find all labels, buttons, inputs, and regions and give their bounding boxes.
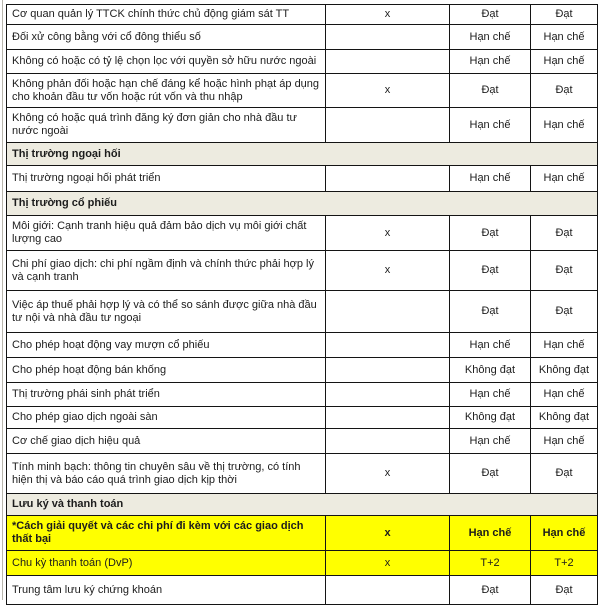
table-row xyxy=(7,576,598,605)
section-label: Thị trường ngoại hối xyxy=(7,143,598,166)
mark-cell xyxy=(326,358,450,383)
table-body xyxy=(7,5,598,605)
assessment-cell-2: Đạt xyxy=(531,5,598,25)
criterion-cell: Đối xử công bằng với cổ đông thiểu số xyxy=(7,25,326,50)
mark-cell: x xyxy=(326,5,450,25)
criterion-cell: Chu kỳ thanh toán (DvP) xyxy=(7,551,326,576)
mark-cell xyxy=(326,166,450,192)
assessment-cell-1: Đạt xyxy=(450,454,531,494)
assessment-cell-2: Đạt xyxy=(531,454,598,494)
mark-cell: x xyxy=(326,251,450,291)
criterion-cell: Chi phí giao dịch: chi phí ngầm định và chính thức phải hợp lý và cạnh tranh xyxy=(7,251,326,291)
assessment-cell-1: Đạt xyxy=(450,216,531,251)
assessment-cell-2: Hạn chế xyxy=(531,25,598,50)
mark-cell xyxy=(326,108,450,143)
assessment-cell-2: Đạt xyxy=(531,291,598,333)
table-row xyxy=(7,454,598,494)
table-row xyxy=(7,5,598,25)
section-row xyxy=(7,143,598,166)
mark-cell xyxy=(326,50,450,74)
assessment-cell-1: Không đạt xyxy=(450,358,531,383)
assessment-cell-2: Hạn chế xyxy=(531,333,598,358)
table-row xyxy=(7,251,598,291)
assessment-cell-2: Hạn chế xyxy=(531,429,598,454)
assessment-cell-1: Đạt xyxy=(450,74,531,108)
table-row xyxy=(7,108,598,143)
table-row xyxy=(7,333,598,358)
criterion-cell: Cho phép giao dịch ngoài sàn xyxy=(7,407,326,429)
criterion-cell: Không có hoặc quá trình đăng ký đơn giản cho nhà đầu tư nước ngoài xyxy=(7,108,326,143)
section-row xyxy=(7,494,598,516)
criterion-cell: Môi giới: Cạnh tranh hiệu quả đảm bảo dịch vụ môi giới chất lượng cao xyxy=(7,216,326,251)
assessment-cell-1: Đạt xyxy=(450,291,531,333)
table-row xyxy=(7,429,598,454)
table-row xyxy=(7,407,598,429)
table-row xyxy=(7,216,598,251)
mark-cell xyxy=(326,333,450,358)
assessment-cell-1: Đạt xyxy=(450,5,531,25)
table-row xyxy=(7,50,598,74)
section-label: Thị trường cổ phiếu xyxy=(7,192,598,216)
mark-cell: x xyxy=(326,551,450,576)
assessment-cell-2: T+2 xyxy=(531,551,598,576)
criterion-cell: Không phản đối hoặc hạn chế đáng kể hoặc hình phạt áp dụng cho khoản đầu tư vốn hoặc rút vốn và thu nhập xyxy=(7,74,326,108)
assessment-cell-1: Hạn chế xyxy=(450,50,531,74)
assessment-cell-1: Hạn chế xyxy=(450,516,531,551)
criterion-cell: *Cách giải quyết và các chi phí đi kèm với các giao dịch thất bại xyxy=(7,516,326,551)
mark-cell xyxy=(326,576,450,605)
assessment-cell-1: Hạn chế xyxy=(450,166,531,192)
mark-cell: x xyxy=(326,74,450,108)
mark-cell: x xyxy=(326,216,450,251)
criterion-cell: Cho phép hoạt động vay mượn cổ phiếu xyxy=(7,333,326,358)
table-row xyxy=(7,551,598,576)
table-row xyxy=(7,516,598,551)
criterion-cell: Thị trường ngoại hối phát triển xyxy=(7,166,326,192)
table-row xyxy=(7,25,598,50)
assessment-cell-1: Hạn chế xyxy=(450,108,531,143)
table-row xyxy=(7,74,598,108)
criterion-cell: Trung tâm lưu ký chứng khoán xyxy=(7,576,326,605)
assessment-cell-2: Hạn chế xyxy=(531,516,598,551)
assessment-cell-2: Đạt xyxy=(531,576,598,605)
mark-cell xyxy=(326,407,450,429)
criterion-cell: Việc áp thuế phải hợp lý và có thể so sánh được giữa nhà đầu tư nội và nhà đầu tư ngoại xyxy=(7,291,326,333)
assessment-cell-1: Không đạt xyxy=(450,407,531,429)
section-row xyxy=(7,192,598,216)
section-label: Lưu ký và thanh toán xyxy=(7,494,598,516)
assessment-cell-2: Hạn chế xyxy=(531,50,598,74)
assessment-cell-1: Đạt xyxy=(450,251,531,291)
assessment-cell-2: Hạn chế xyxy=(531,108,598,143)
mark-cell xyxy=(326,25,450,50)
assessment-table xyxy=(6,4,598,605)
mark-cell xyxy=(326,291,450,333)
table-row xyxy=(7,358,598,383)
criterion-cell: Thị trường phái sinh phát triển xyxy=(7,383,326,407)
criterion-cell: Cho phép hoạt động bán khống xyxy=(7,358,326,383)
criterion-cell: Cơ quan quản lý TTCK chính thức chủ động giám sát TT xyxy=(7,5,326,25)
assessment-cell-1: Hạn chế xyxy=(450,25,531,50)
table-row xyxy=(7,166,598,192)
assessment-cell-1: Hạn chế xyxy=(450,383,531,407)
mark-cell: x xyxy=(326,516,450,551)
assessment-cell-1: T+2 xyxy=(450,551,531,576)
table-row xyxy=(7,291,598,333)
page-edge-line xyxy=(2,0,3,600)
assessment-cell-2: Không đạt xyxy=(531,358,598,383)
assessment-cell-2: Đạt xyxy=(531,251,598,291)
assessment-cell-2: Không đạt xyxy=(531,407,598,429)
assessment-cell-2: Đạt xyxy=(531,216,598,251)
assessment-cell-2: Hạn chế xyxy=(531,383,598,407)
assessment-cell-1: Hạn chế xyxy=(450,333,531,358)
assessment-cell-2: Đạt xyxy=(531,74,598,108)
criterion-cell: Không có hoặc có tỷ lệ chọn lọc với quyền sở hữu nước ngoài xyxy=(7,50,326,74)
table-row xyxy=(7,383,598,407)
mark-cell: x xyxy=(326,454,450,494)
mark-cell xyxy=(326,429,450,454)
assessment-cell-1: Đạt xyxy=(450,576,531,605)
assessment-cell-2: Hạn chế xyxy=(531,166,598,192)
assessment-cell-1: Hạn chế xyxy=(450,429,531,454)
criterion-cell: Tính minh bạch: thông tin chuyên sâu về thị trường, có tính hiện thị và báo cáo quá trình giao dịch kịp thời xyxy=(7,454,326,494)
mark-cell xyxy=(326,383,450,407)
criterion-cell: Cơ chế giao dịch hiệu quả xyxy=(7,429,326,454)
